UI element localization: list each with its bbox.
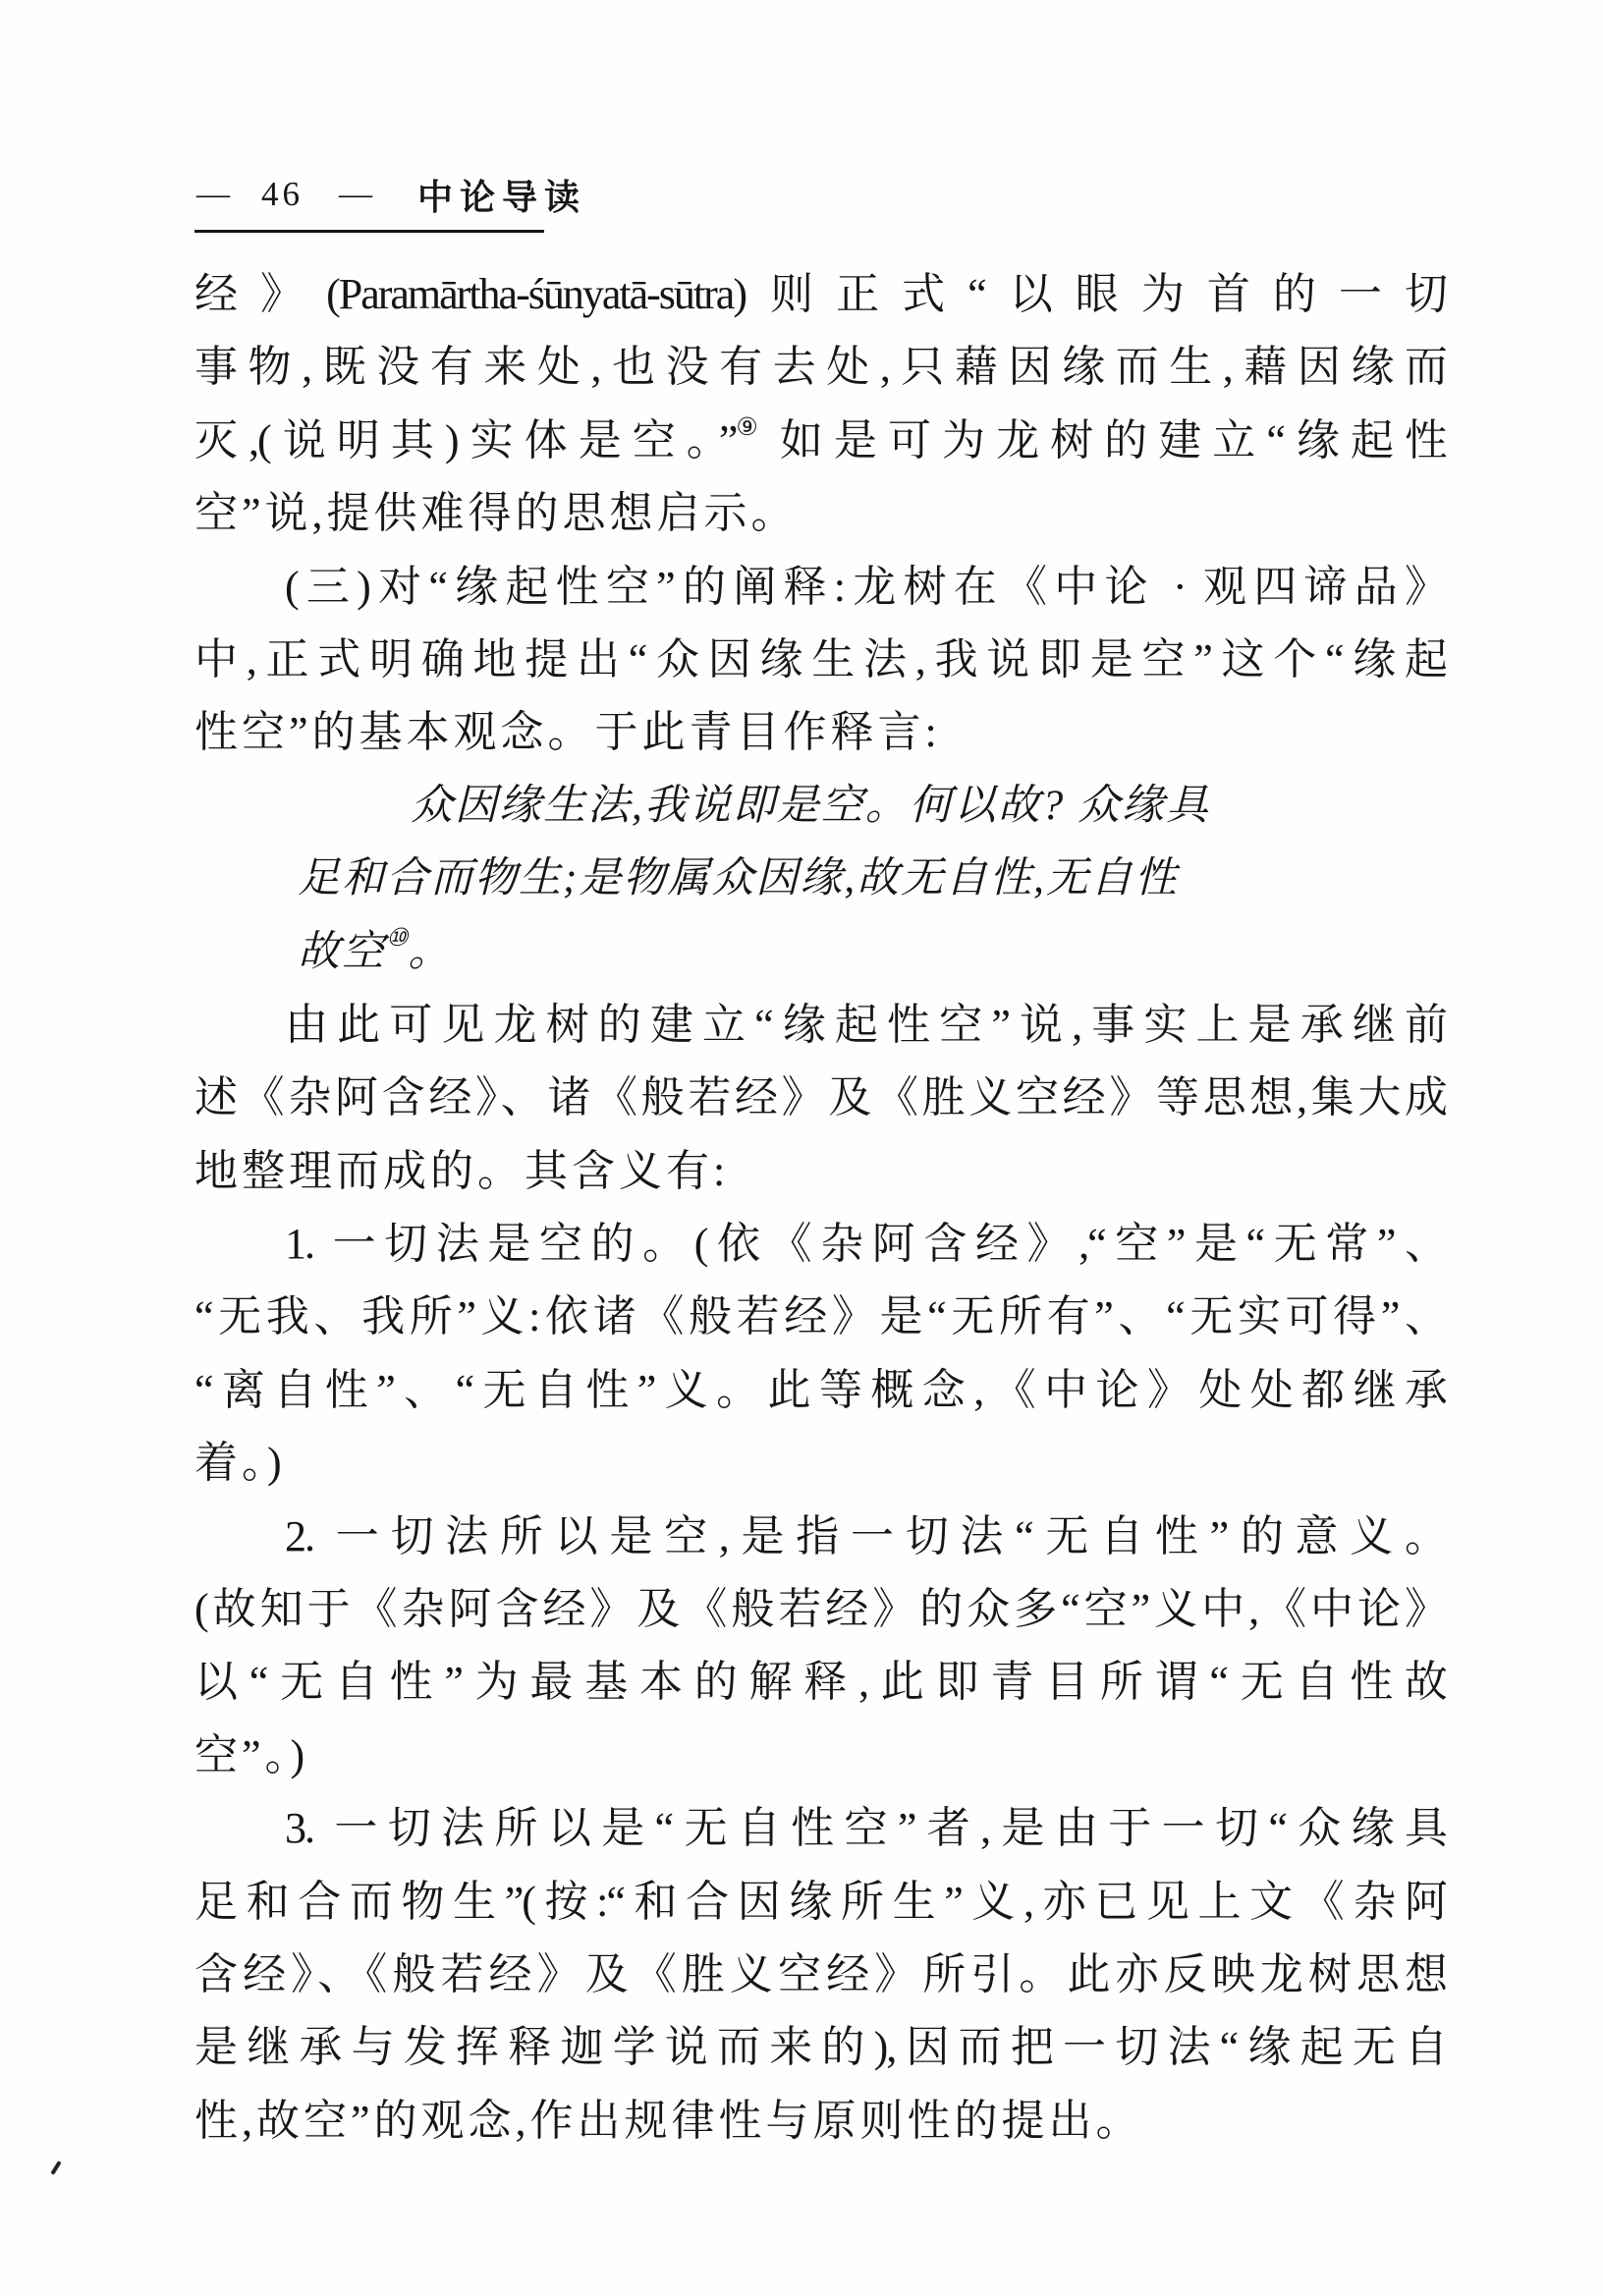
text-line — [194, 1792, 1446, 1865]
text-segment: 灭,(说明其)实体是空。” — [194, 415, 737, 465]
text-segment: 由此可见龙树的建立“缘起性空”说,事实上是承继前 — [285, 1000, 1446, 1049]
header-dash-right: — — [339, 176, 372, 212]
text-segment: 3. 一切法所以是“无自性空”者,是由于一切“众缘具 — [285, 1804, 1446, 1853]
text-segment: 性空”的基本观念。于此青目作释言: — [194, 708, 941, 757]
text-segment: 以“无自性”为最基本的解释,此即青目所谓“无自性故 — [194, 1658, 1446, 1707]
text-line — [194, 1281, 1446, 1353]
text-line — [194, 696, 1446, 769]
text-segment: 故空 — [298, 928, 386, 975]
text-line — [194, 1573, 1446, 1646]
text-segment: 中,正式明确地提出“众因缘生法,我说即是空”这个“缘起 — [194, 634, 1446, 683]
text-segment: 1. 一切法是空的。(依《杂阿含经》,“空”是“无常”、 — [285, 1220, 1446, 1269]
text-segment: 2. 一切法所以是空,是指一切法“无自性”的意义。 — [285, 1511, 1446, 1560]
text-line — [194, 1208, 1446, 1281]
text-line — [194, 1062, 1446, 1134]
text-segment: 足和合而物生;是物属众因缘,故无自性,无自性 — [298, 855, 1179, 902]
text-segment: 空”说,提供难得的思想启示。 — [194, 489, 799, 538]
text-line — [194, 843, 1446, 915]
text-segment: 事物,既没有来处,也没有去处,只藉因缘而生,藉因缘而 — [194, 343, 1446, 392]
page-number: 46 — [261, 175, 304, 213]
page-header — [196, 173, 586, 216]
text-line — [194, 1135, 1446, 1208]
text-line — [194, 2085, 1446, 2158]
text-line — [194, 1427, 1446, 1500]
text-segment: “无我、我所”义:依诸《般若经》是“无所有”、“无实可得”、 — [194, 1292, 1446, 1341]
text-line — [194, 1939, 1446, 2011]
header-rule — [194, 230, 544, 233]
text-line — [194, 258, 1446, 331]
text-segment: (故知于《杂阿含经》及《般若经》的众多“空”义中,《中论》 — [194, 1585, 1446, 1634]
text-segment: 如是可为龙树的建立“缘起性 — [757, 415, 1446, 465]
text-segment: 足和合而物生”(按:“和合因缘所生”义,亦已见上文《杂阿 — [194, 1877, 1446, 1926]
text-segment: 众因缘生法,我说即是空。何以故? 众缘具 — [411, 782, 1210, 829]
text-segment: 含经》、《般若经》及《胜义空经》所引。此亦反映龙树思想 — [194, 1949, 1446, 1998]
text-line — [194, 477, 1446, 550]
text-line — [194, 1501, 1446, 1573]
text-line — [194, 1720, 1446, 1792]
text-segment: 空”。) — [194, 1730, 309, 1779]
text-line — [194, 624, 1446, 696]
text-line: 故空⑩。 — [298, 924, 453, 975]
header-dash-left: — — [196, 176, 230, 212]
text-segment: 经》(Paramārtha-śūnyatā-sūtra)则正式“以眼为首的一切 — [194, 270, 1446, 318]
text-line — [194, 1866, 1446, 1939]
text-line — [194, 331, 1446, 404]
text-segment: 述《杂阿含经》、诸《般若经》及《胜义空经》等思想,集大成 — [194, 1073, 1446, 1122]
text-line — [194, 770, 1446, 843]
text-line — [194, 551, 1446, 624]
text-line — [194, 1646, 1446, 1719]
text-segment: 着。) — [194, 1439, 286, 1488]
text-segment: 地整理而成的。其含义有: — [194, 1146, 730, 1195]
text-line — [194, 1354, 1446, 1427]
scan-artifact-mark — [50, 2160, 61, 2175]
text-segment: 是继承与发挥释迦学说而来的),因而把一切法“缘起无自 — [194, 2023, 1446, 2072]
book-title: 中论导读 — [417, 177, 587, 217]
text-lines — [194, 258, 1446, 2158]
text-segment: “离自性”、“无自性”义。此等概念,《中论》处处都继承 — [194, 1365, 1446, 1414]
text-segment: 性,故空”的观念,作出规律性与原则性的提出。 — [194, 2096, 1143, 2145]
text-segment: 。 — [408, 928, 453, 975]
text-line — [194, 2011, 1446, 2084]
text-line — [194, 989, 1446, 1062]
text-segment: (三)对“缘起性空”的阐释:龙树在《中论 · 观四谛品》 — [285, 562, 1446, 611]
text-line: 灭,(说明其)实体是空。”⑨ 如是可为龙树的建立“缘起性 — [194, 413, 1446, 465]
